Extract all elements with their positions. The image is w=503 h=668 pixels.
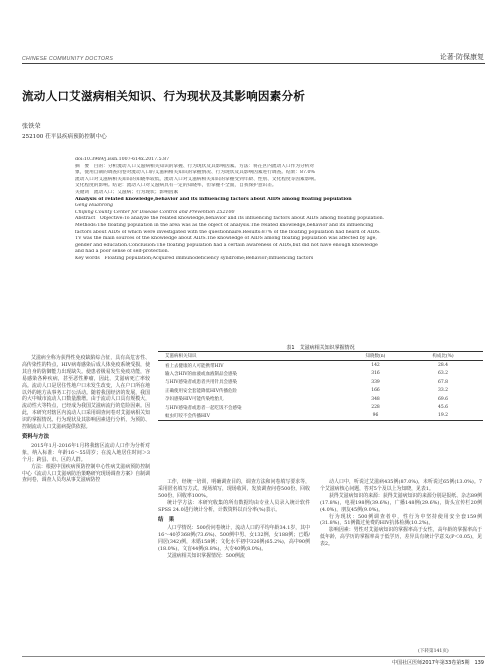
table-cell: 142 <box>371 363 380 369</box>
abstract-en-line: Methods:The floating population in the area was as the object of analysis.The related knowledge,behavior and its influencing <box>75 222 374 228</box>
body-column-2 <box>158 479 310 560</box>
keywords-cn: 关键词 流动人口；艾滋病；行为现状；影响因素 <box>75 189 179 195</box>
body-paragraph: 动人口中，听说过艾滋病435例(87.0%)，未听说过65例(13.0%)。7个艾滋病核心问题，答对5个及以上为知晓，见表1。 <box>320 479 482 492</box>
table-cell: 45.6 <box>437 405 449 411</box>
table-cell: 33.2 <box>437 388 449 394</box>
body-paragraph: 工作，经统一培训，明确调查目的，调查方法和问卷填写要求等，采用匿名填写方式。现场填写，现场收回，发放调查问卷500份，回收500份，回收率100%。 <box>158 479 310 499</box>
body-paragraph: 获得艾滋病知识的来源：获得艾滋病知识的来源分别是报纸、杂志89例(17.8%)，电视198例(39.6%)，广播148例(29.6%)，街头宣传栏20例(4.0%)，朋友45例(9.0%)。 <box>320 492 482 513</box>
body-paragraph: 统计学方法：本研究收集的所有数据均由专业人员录入统计软件SPSS 24.0进行统计分析，计数资料以百分率(%)表示。 <box>158 499 310 513</box>
intro-paragraph: 艾滋病全称为获得性免疫缺陷综合征，具有高危害性、高传染性的特点，HIV病毒感染后成人体免疫系统受损，使其自身的防御能力出现缺失。使患者极易发生免疫功能，容易感染各种疾病，甚至恶性肿瘤，因此，艾滋病死亡率较高。流动人口是居住性地户口未发生改变，人在户口所在地以外的地方从事务工打公活动。随着我国经济的发展，我国的大中城市流动人口数量激增。由于流动人口具有规模大，流动性大等特点，已经成为我国艾滋病流行的危险因素。因此，本研究对辖区内流动人口采用调查问卷对艾滋病相关知识的掌握情况、行为现状及其影响因素进行分析，为预防、控制流动人口艾滋病提供依据。 <box>22 355 150 431</box>
body-column-3 <box>320 479 482 548</box>
table-cell: 输入含HIV的血液或血液制品会感染 <box>165 371 237 377</box>
doi: doi:10.3969/j.issn.1007-614x.2017.5.87 <box>75 157 170 162</box>
section-heading-methods: 资料与方法 <box>22 433 49 440</box>
affiliation: 252100 茌平县疾病预防控制中心 <box>22 134 107 140</box>
affiliation-en: Chiping County Center for Disease Control and Prevention 252100 <box>75 209 235 215</box>
table-cell: 228 <box>371 405 380 411</box>
body-column-1 <box>22 355 150 484</box>
body-paragraph: 方法：根据中国疾病预防控制中心性病艾滋病预防控制中心《流动人口艾滋病防治策略研究现场调查方案》自制调查问卷，调查人员均从事艾滋病防控 <box>22 463 150 484</box>
section-heading-results: 结 果 <box>158 516 175 523</box>
abstract-en-line: Abstract Objective:To analyze the related knowledge,behavior and its influencing factors about AIDS among floating population. <box>75 216 385 222</box>
table-cell: 孕妇感染HIV可能传染给胎儿 <box>165 397 224 403</box>
abstract-en-line: and had a poor sense of self-protection. <box>75 249 170 255</box>
table-cell: 看上去健康的人可能携带HIV <box>165 363 224 369</box>
table-cell: 与HIV感染者或患者一起吃饭不会感染 <box>165 405 242 411</box>
table-caption: 表1 艾滋病相关知识掌握情况 <box>286 345 355 351</box>
abstract-cn-line: 象，使用自制的调查问卷对流动人口的艾滋病相关知识的掌握情况、行为现状及其影响因素进行调查。结果：87.0% <box>75 170 315 176</box>
abstract-en-line: factors about AIDS of which were investigated with the questionnaire.Results:87% of the floating population had heard of AIDS. <box>75 229 381 235</box>
header-divider <box>22 63 485 64</box>
table-row <box>158 387 483 395</box>
abstract-en-line: TV was the main sources of the knowledge about AIDS.The knowledge of AIDS among floating population was affected by age, <box>75 236 377 242</box>
abstract-block <box>75 157 485 263</box>
continued-note: (下转第141页) <box>418 649 449 654</box>
table-row <box>158 361 483 369</box>
table-row <box>158 412 483 420</box>
table-cell: 28.4 <box>437 363 449 369</box>
table-cell: 正确使用安全套能降低HIV传播危险 <box>165 388 237 394</box>
table-header-cell: 构成比(%) <box>432 354 454 360</box>
body-paragraph: 艾滋病相关知识掌握情况：500例流 <box>167 553 245 560</box>
knowledge-table <box>158 351 483 421</box>
journal-name-en: CHINESE COMMUNITY DOCTORS <box>22 56 114 62</box>
section-label: 论著·防保康复 <box>439 53 484 61</box>
abstract-en-line: gender and education.Conclusion:The floating population had a certain awareness of AIDS,but did not have enough knowledge <box>75 242 378 248</box>
table-cell: 348 <box>371 396 380 402</box>
body-paragraph: 行为现状：500例调查者中，性行为中坚持使用安全套159例(31.8%)，51例做过免费的HIV抗体检测(10.2%)。 <box>320 513 482 527</box>
table-cell: 339 <box>371 379 380 385</box>
table-cell: 69.6 <box>437 396 449 402</box>
abstract-cn-line: 文化程度的影响。结论：流动人口对艾滋病具有一定的知晓率，但掌握不全面，自我保护意识差。 <box>75 183 277 189</box>
table-cell: 67.8 <box>437 379 449 385</box>
table-header-cell: 知晓数(n) <box>365 354 386 360</box>
table-cell: 166 <box>371 388 380 394</box>
table-row <box>158 370 483 378</box>
body-paragraph: 人口学情况：500份问卷统计，流动人口的平均年龄34.1岁，其中16～40岁368例(73.6%)、500例中男、女132例，女188例；已婚/同居(342)例，未婚158例；文化水平初中326例(65.2%)，高中90例(18.0%)，文盲44例(8.8%)，大专40例(8.0%)。 <box>158 525 310 553</box>
body-paragraph: 影响因素：男性对艾滋病知识的掌握率高于女性，高年龄的掌握率高于低年龄，高学历的掌握率高于低学历，差异具有统计学意义(P＜0.05)，见表2。 <box>320 527 482 548</box>
author: 张铁荣 <box>22 123 41 130</box>
abstract-cn-line: 流动人口对艾滋病相关知识的知晓率较低，流动人口对艾滋病相关知识的掌握受到年龄、性别、文化程度等因素影响。 <box>75 176 319 182</box>
keywords-en: Key words Floating population;Acquired immunodeficiency syndrome;Behavior;Influencing factors <box>75 255 314 261</box>
table-row <box>158 395 483 403</box>
footer-divider <box>22 656 485 657</box>
table-row <box>158 378 483 386</box>
table-row <box>158 403 483 411</box>
table-cell: 蚊虫叮咬不会传播HIV <box>165 413 210 419</box>
table-cell: 63.2 <box>437 371 449 377</box>
title-en: Analysis of related knowledge,behavior and its influencing factors about AIDS among floating population <box>75 196 352 202</box>
body-paragraph: 2015年1月-2016年1月将我辖区流动人口作为分析对象，纳入标准：年龄16～55周岁；在流入地居住时间＞3个月；跨县、市、区的人群。 <box>22 442 150 463</box>
table-cell: 与HIV感染者或患者共用针具会感染 <box>165 380 237 386</box>
abstract-cn-line: 摘 要 目的：分析流动人口艾滋病相关知识的掌握、行为现状及其影响因素。方法：将茌区内流动人口作为分析对 <box>75 163 315 169</box>
table-header-cell: 艾滋病相关知识 <box>165 354 197 360</box>
table-header-row <box>158 352 483 361</box>
author-en: Geng Huanrong <box>75 203 114 209</box>
table-cell: 316 <box>371 371 380 377</box>
page-footer: 中国社区医师2017年第33卷第5期 139 <box>392 660 484 666</box>
article-title: 流动人口艾滋病相关知识、行为现状及其影响因素分析 <box>22 89 306 103</box>
table-cell: 96 <box>372 413 379 419</box>
table-cell: 19.2 <box>437 413 449 419</box>
